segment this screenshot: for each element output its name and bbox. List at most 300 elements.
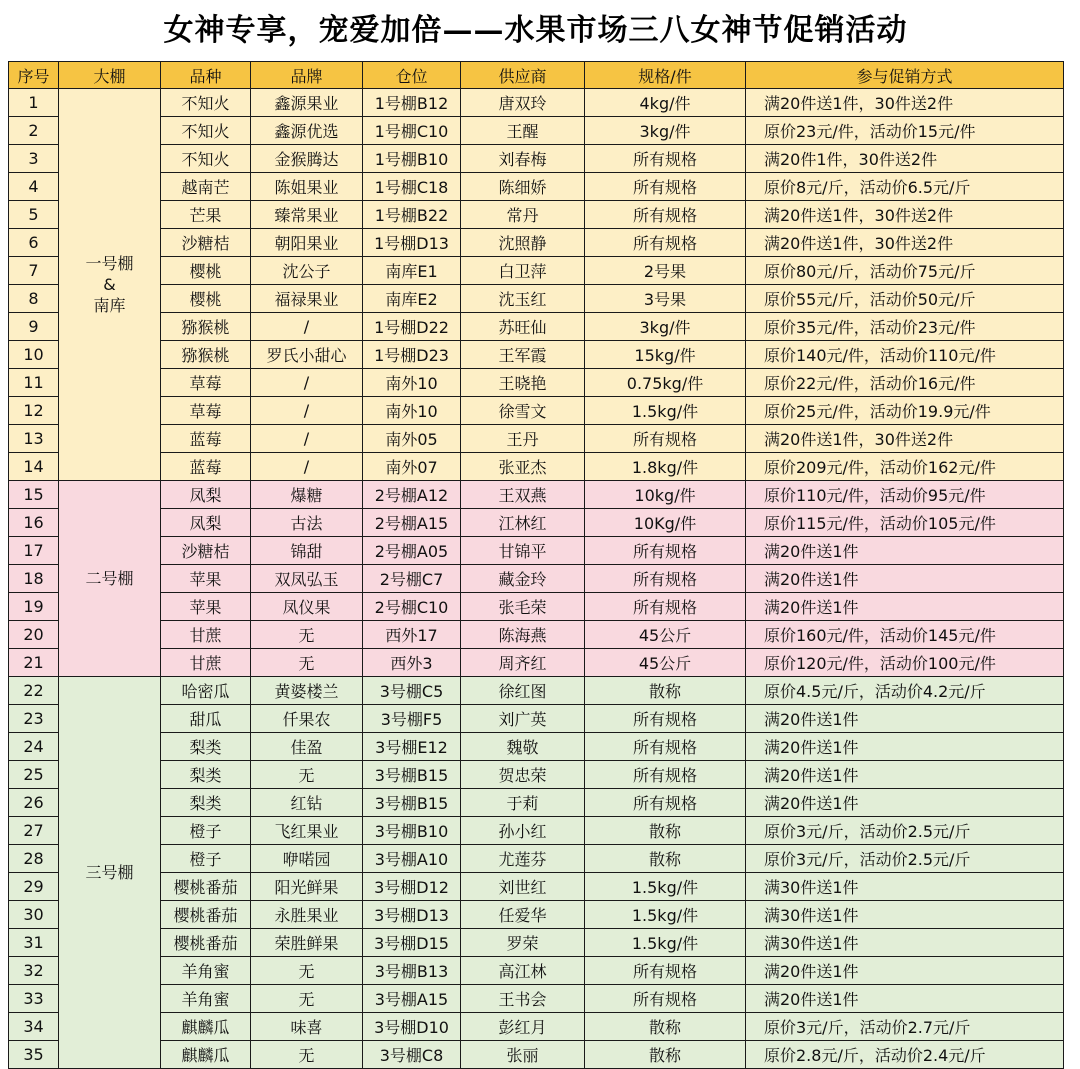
table-row <box>9 789 1064 817</box>
cell-variety: 樱桃 <box>161 285 251 313</box>
cell-promo: 满20件送1件，30件送2件 <box>746 229 1064 257</box>
cell-supplier: 陈海燕 <box>461 621 585 649</box>
sheet-frame <box>8 6 1063 1065</box>
cell-supplier: 王书会 <box>461 985 585 1013</box>
table-row <box>9 677 1064 705</box>
cell-supplier: 徐雪文 <box>461 397 585 425</box>
cell-supplier: 贺忠荣 <box>461 761 585 789</box>
cell-location: 3号棚D13 <box>363 901 461 929</box>
cell-variety: 樱桃番茄 <box>161 873 251 901</box>
cell-variety: 羊角蜜 <box>161 985 251 1013</box>
cell-supplier: 任爱华 <box>461 901 585 929</box>
cell-brand: 红钻 <box>251 789 363 817</box>
cell-promo: 原价160元/件，活动价145元/件 <box>746 621 1064 649</box>
cell-location: 2号棚A05 <box>363 537 461 565</box>
table-row <box>9 89 1064 117</box>
cell-brand: 永胜果业 <box>251 901 363 929</box>
table-row <box>9 873 1064 901</box>
cell-location: 3号棚C5 <box>363 677 461 705</box>
cell-promo: 原价55元/斤，活动价50元/斤 <box>746 285 1064 313</box>
cell-location: 3号棚B15 <box>363 789 461 817</box>
cell-no: 33 <box>9 985 59 1013</box>
cell-variety: 梨类 <box>161 761 251 789</box>
cell-variety: 甘蔗 <box>161 621 251 649</box>
cell-no: 11 <box>9 369 59 397</box>
cell-location: 南外10 <box>363 369 461 397</box>
cell-brand: 凤仪果 <box>251 593 363 621</box>
cell-location: 南外07 <box>363 453 461 481</box>
header-shed: 大棚 <box>59 62 161 89</box>
cell-no: 1 <box>9 89 59 117</box>
cell-promo: 原价3元/斤，活动价2.5元/斤 <box>746 817 1064 845</box>
cell-brand: / <box>251 369 363 397</box>
cell-variety: 不知火 <box>161 145 251 173</box>
shed-label-line: 一号棚 <box>85 254 134 273</box>
table-row <box>9 257 1064 285</box>
header-promo: 参与促销方式 <box>746 62 1064 89</box>
cell-supplier: 刘春梅 <box>461 145 585 173</box>
header-variety: 品种 <box>161 62 251 89</box>
cell-no: 26 <box>9 789 59 817</box>
table-row <box>9 1013 1064 1041</box>
cell-no: 14 <box>9 453 59 481</box>
cell-supplier: 魏敬 <box>461 733 585 761</box>
cell-brand: / <box>251 313 363 341</box>
table-row <box>9 565 1064 593</box>
cell-no: 2 <box>9 117 59 145</box>
table-row <box>9 341 1064 369</box>
cell-promo: 满20件送1件 <box>746 789 1064 817</box>
cell-supplier: 罗荣 <box>461 929 585 957</box>
cell-brand: 臻常果业 <box>251 201 363 229</box>
cell-brand: 锦甜 <box>251 537 363 565</box>
cell-no: 19 <box>9 593 59 621</box>
cell-variety: 草莓 <box>161 369 251 397</box>
cell-no: 32 <box>9 957 59 985</box>
cell-supplier: 张毛荣 <box>461 593 585 621</box>
cell-location: 3号棚D10 <box>363 1013 461 1041</box>
cell-no: 24 <box>9 733 59 761</box>
cell-promo: 满20件送1件 <box>746 537 1064 565</box>
cell-promo: 原价4.5元/斤，活动价4.2元/斤 <box>746 677 1064 705</box>
cell-no: 28 <box>9 845 59 873</box>
cell-no: 31 <box>9 929 59 957</box>
cell-spec: 10kg/件 <box>585 481 746 509</box>
cell-promo: 原价115元/件，活动价105元/件 <box>746 509 1064 537</box>
cell-brand: 阳光鲜果 <box>251 873 363 901</box>
cell-supplier: 孙小红 <box>461 817 585 845</box>
cell-promo: 原价3元/斤，活动价2.7元/斤 <box>746 1013 1064 1041</box>
cell-no: 10 <box>9 341 59 369</box>
cell-brand: 古法 <box>251 509 363 537</box>
cell-spec: 3kg/件 <box>585 117 746 145</box>
shed-label-line: & <box>103 275 116 294</box>
cell-variety: 苹果 <box>161 565 251 593</box>
cell-supplier: 彭红月 <box>461 1013 585 1041</box>
cell-location: 2号棚A15 <box>363 509 461 537</box>
shed-label-line: 南库 <box>93 296 126 315</box>
cell-supplier: 周齐红 <box>461 649 585 677</box>
cell-shed <box>59 677 161 1069</box>
cell-spec: 散称 <box>585 1041 746 1069</box>
cell-variety: 沙糖桔 <box>161 229 251 257</box>
page-title: 女神专享，宠爱加倍——水果市场三八女神节促销活动 <box>163 13 908 48</box>
cell-no: 15 <box>9 481 59 509</box>
cell-location: 1号棚D13 <box>363 229 461 257</box>
cell-no: 3 <box>9 145 59 173</box>
cell-variety: 不知火 <box>161 117 251 145</box>
cell-spec: 所有规格 <box>585 985 746 1013</box>
cell-variety: 樱桃番茄 <box>161 929 251 957</box>
cell-location: 南库E2 <box>363 285 461 313</box>
cell-supplier: 徐红图 <box>461 677 585 705</box>
cell-location: 南外05 <box>363 425 461 453</box>
cell-promo: 原价110元/件，活动价95元/件 <box>746 481 1064 509</box>
cell-promo: 满20件1件，30件送2件 <box>746 145 1064 173</box>
cell-spec: 45公斤 <box>585 621 746 649</box>
cell-spec: 2号果 <box>585 257 746 285</box>
table-body <box>9 89 1064 1069</box>
cell-spec: 散称 <box>585 817 746 845</box>
cell-brand: 黄婆楼兰 <box>251 677 363 705</box>
cell-supplier: 刘世红 <box>461 873 585 901</box>
cell-promo: 满20件送1件，30件送2件 <box>746 201 1064 229</box>
cell-supplier: 王丹 <box>461 425 585 453</box>
cell-no: 13 <box>9 425 59 453</box>
cell-variety: 甘蔗 <box>161 649 251 677</box>
cell-supplier: 尤莲芬 <box>461 845 585 873</box>
cell-variety: 沙糖桔 <box>161 537 251 565</box>
cell-spec: 所有规格 <box>585 425 746 453</box>
shed-label-line: 二号棚 <box>85 569 134 588</box>
cell-spec: 1.5kg/件 <box>585 929 746 957</box>
table-row <box>9 733 1064 761</box>
cell-brand: / <box>251 453 363 481</box>
cell-spec: 1.5kg/件 <box>585 901 746 929</box>
cell-variety: 羊角蜜 <box>161 957 251 985</box>
cell-brand: 咿喏园 <box>251 845 363 873</box>
cell-variety: 凤梨 <box>161 481 251 509</box>
table-row <box>9 845 1064 873</box>
cell-promo: 原价35元/件，活动价23元/件 <box>746 313 1064 341</box>
cell-promo: 原价25元/件，活动价19.9元/件 <box>746 397 1064 425</box>
table-row <box>9 145 1064 173</box>
header-spec: 规格/件 <box>585 62 746 89</box>
cell-no: 16 <box>9 509 59 537</box>
cell-promo: 满20件送1件，30件送2件 <box>746 89 1064 117</box>
cell-spec: 散称 <box>585 677 746 705</box>
cell-location: 西外17 <box>363 621 461 649</box>
cell-shed <box>59 481 161 677</box>
cell-no: 12 <box>9 397 59 425</box>
cell-supplier: 王双燕 <box>461 481 585 509</box>
cell-no: 4 <box>9 173 59 201</box>
table-row <box>9 229 1064 257</box>
cell-variety: 哈密瓜 <box>161 677 251 705</box>
cell-supplier: 沈照静 <box>461 229 585 257</box>
cell-brand: 朝阳果业 <box>251 229 363 257</box>
cell-location: 3号棚E12 <box>363 733 461 761</box>
cell-location: 1号棚C10 <box>363 117 461 145</box>
table-row <box>9 705 1064 733</box>
cell-brand: 罗氏小甜心 <box>251 341 363 369</box>
table-row <box>9 1041 1064 1069</box>
cell-spec: 3kg/件 <box>585 313 746 341</box>
cell-promo: 满20件送1件 <box>746 761 1064 789</box>
cell-location: 3号棚F5 <box>363 705 461 733</box>
cell-variety: 麒麟瓜 <box>161 1041 251 1069</box>
cell-promo: 满20件送1件 <box>746 593 1064 621</box>
cell-brand: 双凤弘玉 <box>251 565 363 593</box>
cell-brand: 无 <box>251 957 363 985</box>
cell-no: 9 <box>9 313 59 341</box>
cell-no: 8 <box>9 285 59 313</box>
cell-location: 南库E1 <box>363 257 461 285</box>
table-row <box>9 593 1064 621</box>
cell-spec: 散称 <box>585 1013 746 1041</box>
cell-location: 2号棚A12 <box>363 481 461 509</box>
table-row <box>9 453 1064 481</box>
cell-no: 5 <box>9 201 59 229</box>
cell-location: 1号棚C18 <box>363 173 461 201</box>
cell-brand: 爆糖 <box>251 481 363 509</box>
table-row <box>9 621 1064 649</box>
cell-supplier: 白卫萍 <box>461 257 585 285</box>
table-row <box>9 117 1064 145</box>
cell-brand: 福禄果业 <box>251 285 363 313</box>
table-row <box>9 985 1064 1013</box>
header-brand: 品牌 <box>251 62 363 89</box>
cell-brand: 无 <box>251 761 363 789</box>
cell-supplier: 王醒 <box>461 117 585 145</box>
cell-shed <box>59 89 161 481</box>
cell-promo: 满20件送1件 <box>746 733 1064 761</box>
cell-spec: 散称 <box>585 845 746 873</box>
table-row <box>9 201 1064 229</box>
cell-brand: 佳盈 <box>251 733 363 761</box>
cell-brand: 荣胜鲜果 <box>251 929 363 957</box>
cell-promo: 原价80元/斤，活动价75元/斤 <box>746 257 1064 285</box>
cell-spec: 所有规格 <box>585 789 746 817</box>
table-row <box>9 537 1064 565</box>
cell-no: 34 <box>9 1013 59 1041</box>
cell-promo: 满30件送1件 <box>746 901 1064 929</box>
cell-promo: 原价8元/斤，活动价6.5元/斤 <box>746 173 1064 201</box>
cell-location: 西外3 <box>363 649 461 677</box>
cell-promo: 满30件送1件 <box>746 929 1064 957</box>
cell-supplier: 甘锦平 <box>461 537 585 565</box>
cell-brand: 无 <box>251 985 363 1013</box>
cell-promo: 原价140元/件，活动价110元/件 <box>746 341 1064 369</box>
cell-promo: 满20件送1件 <box>746 705 1064 733</box>
cell-supplier: 高江林 <box>461 957 585 985</box>
cell-variety: 不知火 <box>161 89 251 117</box>
cell-location: 1号棚B10 <box>363 145 461 173</box>
cell-spec: 所有规格 <box>585 173 746 201</box>
cell-spec: 10Kg/件 <box>585 509 746 537</box>
cell-brand: / <box>251 397 363 425</box>
cell-promo: 满20件送1件 <box>746 985 1064 1013</box>
table-row <box>9 929 1064 957</box>
cell-no: 18 <box>9 565 59 593</box>
cell-variety: 凤梨 <box>161 509 251 537</box>
table-row <box>9 173 1064 201</box>
cell-spec: 15kg/件 <box>585 341 746 369</box>
cell-promo: 原价209元/件，活动价162元/件 <box>746 453 1064 481</box>
cell-supplier: 于莉 <box>461 789 585 817</box>
cell-spec: 所有规格 <box>585 733 746 761</box>
cell-supplier: 江林红 <box>461 509 585 537</box>
cell-location: 南外10 <box>363 397 461 425</box>
cell-location: 3号棚D15 <box>363 929 461 957</box>
header-location: 仓位 <box>363 62 461 89</box>
cell-no: 6 <box>9 229 59 257</box>
cell-no: 29 <box>9 873 59 901</box>
table-row <box>9 901 1064 929</box>
cell-location: 3号棚B15 <box>363 761 461 789</box>
cell-location: 3号棚A10 <box>363 845 461 873</box>
cell-variety: 苹果 <box>161 593 251 621</box>
cell-spec: 所有规格 <box>585 229 746 257</box>
table-row <box>9 313 1064 341</box>
cell-variety: 橙子 <box>161 817 251 845</box>
cell-variety: 梨类 <box>161 789 251 817</box>
table-row <box>9 369 1064 397</box>
cell-promo: 满30件送1件 <box>746 873 1064 901</box>
cell-location: 1号棚D23 <box>363 341 461 369</box>
cell-spec: 所有规格 <box>585 593 746 621</box>
cell-location: 3号棚B10 <box>363 817 461 845</box>
cell-promo: 满20件送1件 <box>746 957 1064 985</box>
cell-spec: 所有规格 <box>585 565 746 593</box>
cell-variety: 猕猴桃 <box>161 313 251 341</box>
cell-supplier: 唐双玲 <box>461 89 585 117</box>
promotion-table <box>8 61 1064 1069</box>
cell-variety: 橙子 <box>161 845 251 873</box>
cell-spec: 所有规格 <box>585 705 746 733</box>
cell-no: 21 <box>9 649 59 677</box>
cell-brand: 仟果农 <box>251 705 363 733</box>
cell-brand: 无 <box>251 649 363 677</box>
cell-spec: 3号果 <box>585 285 746 313</box>
cell-supplier: 张亚杰 <box>461 453 585 481</box>
cell-spec: 所有规格 <box>585 761 746 789</box>
cell-no: 20 <box>9 621 59 649</box>
cell-brand: / <box>251 425 363 453</box>
cell-promo: 原价3元/斤，活动价2.5元/斤 <box>746 845 1064 873</box>
cell-location: 1号棚D22 <box>363 313 461 341</box>
header-row <box>9 62 1064 89</box>
cell-variety: 越南芒 <box>161 173 251 201</box>
cell-variety: 麒麟瓜 <box>161 1013 251 1041</box>
cell-spec: 4kg/件 <box>585 89 746 117</box>
cell-location: 3号棚B13 <box>363 957 461 985</box>
cell-supplier: 张丽 <box>461 1041 585 1069</box>
table-row <box>9 817 1064 845</box>
cell-supplier: 常丹 <box>461 201 585 229</box>
table-row <box>9 957 1064 985</box>
cell-variety: 樱桃 <box>161 257 251 285</box>
cell-brand: 味喜 <box>251 1013 363 1041</box>
cell-spec: 所有规格 <box>585 957 746 985</box>
cell-promo: 原价120元/件，活动价100元/件 <box>746 649 1064 677</box>
cell-supplier: 藏金玲 <box>461 565 585 593</box>
cell-brand: 沈公子 <box>251 257 363 285</box>
table-row <box>9 481 1064 509</box>
cell-location: 2号棚C10 <box>363 593 461 621</box>
cell-variety: 芒果 <box>161 201 251 229</box>
cell-spec: 1.5kg/件 <box>585 873 746 901</box>
cell-spec: 所有规格 <box>585 537 746 565</box>
cell-brand: 飞红果业 <box>251 817 363 845</box>
cell-brand: 鑫源优选 <box>251 117 363 145</box>
cell-no: 30 <box>9 901 59 929</box>
cell-spec: 0.75kg/件 <box>585 369 746 397</box>
cell-no: 17 <box>9 537 59 565</box>
cell-supplier: 王晓艳 <box>461 369 585 397</box>
cell-location: 2号棚C7 <box>363 565 461 593</box>
cell-variety: 蓝莓 <box>161 425 251 453</box>
cell-spec: 1.8kg/件 <box>585 453 746 481</box>
cell-brand: 鑫源果业 <box>251 89 363 117</box>
cell-variety: 樱桃番茄 <box>161 901 251 929</box>
table-row <box>9 397 1064 425</box>
cell-supplier: 刘广英 <box>461 705 585 733</box>
cell-promo: 原价2.8元/斤，活动价2.4元/斤 <box>746 1041 1064 1069</box>
cell-location: 1号棚B22 <box>363 201 461 229</box>
cell-variety: 甜瓜 <box>161 705 251 733</box>
cell-variety: 梨类 <box>161 733 251 761</box>
cell-no: 22 <box>9 677 59 705</box>
header-supplier: 供应商 <box>461 62 585 89</box>
cell-no: 25 <box>9 761 59 789</box>
cell-no: 27 <box>9 817 59 845</box>
cell-supplier: 沈玉红 <box>461 285 585 313</box>
cell-supplier: 王军霞 <box>461 341 585 369</box>
table-row <box>9 425 1064 453</box>
cell-promo: 满20件送1件，30件送2件 <box>746 425 1064 453</box>
table-row <box>9 285 1064 313</box>
table-row <box>9 509 1064 537</box>
cell-spec: 所有规格 <box>585 145 746 173</box>
cell-no: 7 <box>9 257 59 285</box>
cell-brand: 无 <box>251 1041 363 1069</box>
cell-location: 3号棚C8 <box>363 1041 461 1069</box>
table-row <box>9 649 1064 677</box>
cell-brand: 无 <box>251 621 363 649</box>
shed-label-line: 三号棚 <box>85 863 134 882</box>
cell-spec: 1.5kg/件 <box>585 397 746 425</box>
cell-spec: 所有规格 <box>585 201 746 229</box>
table-row <box>9 761 1064 789</box>
header-no: 序号 <box>9 62 59 89</box>
cell-location: 3号棚D12 <box>363 873 461 901</box>
cell-brand: 陈姐果业 <box>251 173 363 201</box>
cell-variety: 草莓 <box>161 397 251 425</box>
cell-no: 23 <box>9 705 59 733</box>
cell-promo: 原价23元/件，活动价15元/件 <box>746 117 1064 145</box>
cell-promo: 满20件送1件 <box>746 565 1064 593</box>
cell-location: 1号棚B12 <box>363 89 461 117</box>
cell-variety: 蓝莓 <box>161 453 251 481</box>
cell-supplier: 苏旺仙 <box>461 313 585 341</box>
cell-spec: 45公斤 <box>585 649 746 677</box>
cell-promo: 原价22元/件，活动价16元/件 <box>746 369 1064 397</box>
cell-brand: 金猴腾达 <box>251 145 363 173</box>
cell-no: 35 <box>9 1041 59 1069</box>
cell-variety: 猕猴桃 <box>161 341 251 369</box>
cell-location: 3号棚A15 <box>363 985 461 1013</box>
